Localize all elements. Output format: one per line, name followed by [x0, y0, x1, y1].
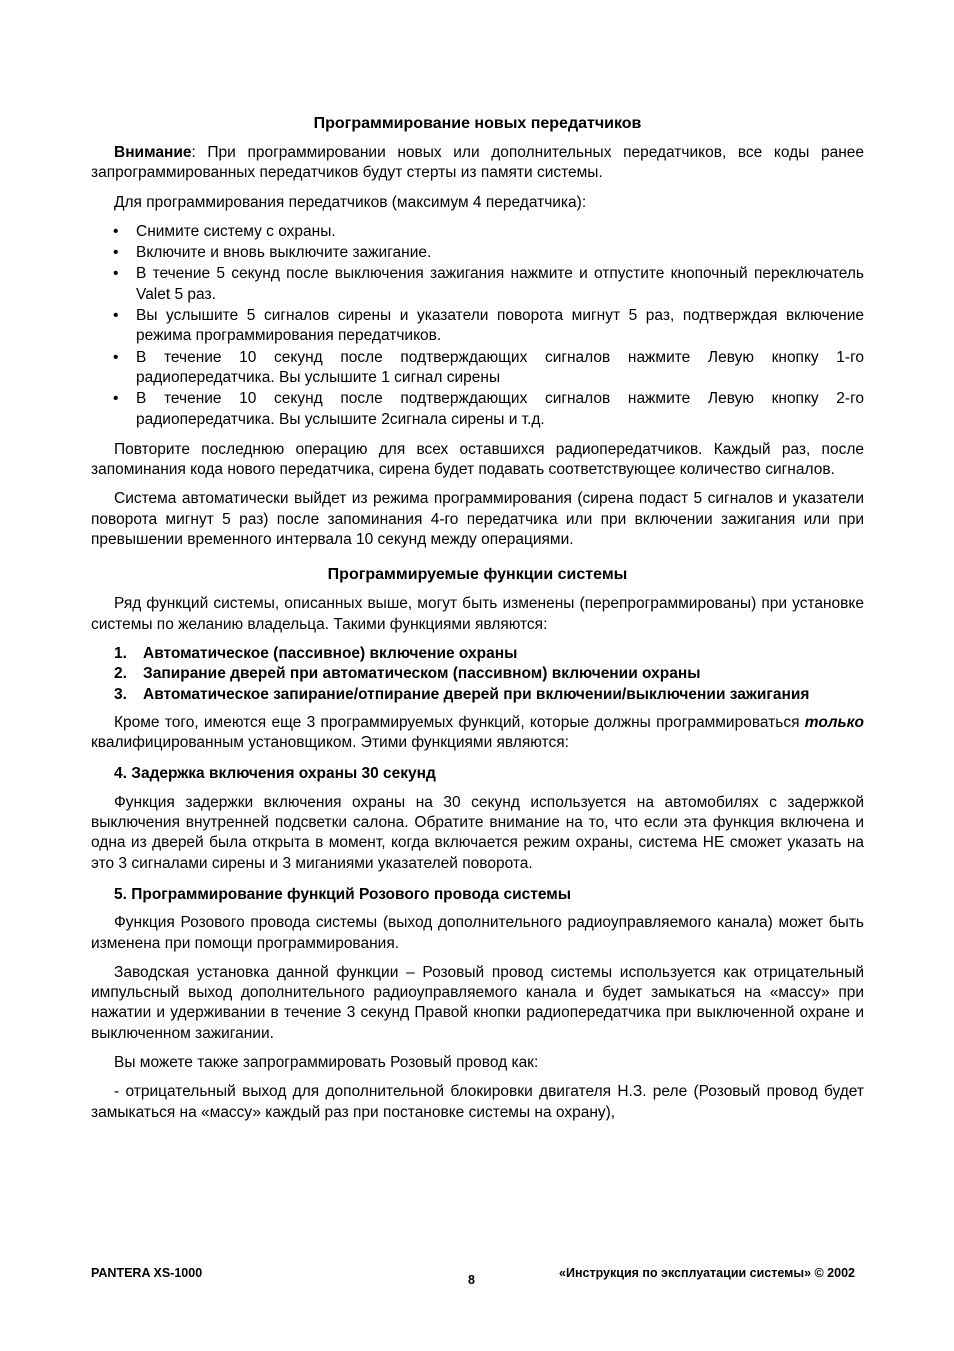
emphasis-only: только [804, 713, 864, 731]
function-5-text-2: Заводская установка данной функции – Розовый провод системы используется как отрицательный импульсный выход дополнительного радиоуправляемого канала и будет замыкаться на «массу» при нажатии и удерживании в течение 3 секунд Правой кнопки радиопередатчика при выключенной охране и выключенном зажигании. [91, 963, 864, 1042]
repeat-paragraph: Повторите последнюю операцию для всех оставшихся радиопередатчиков. Каждый раз, после запоминания кода нового передатчика, сирена будет подавать соответствующее количество сигналов. [91, 440, 864, 479]
warning-paragraph [91, 143, 864, 184]
function-4-title: 4. Задержка включения охраны 30 секунд [114, 765, 436, 783]
function-5-text-1: Функция Розового провода системы (выход дополнительного радиоуправляемого канала) может быть изменена при помощи программирования. [91, 914, 864, 952]
function-5-text-3: Вы можете также запрограммировать Розовый провод как: [114, 1053, 539, 1071]
page-number: 8 [468, 1273, 475, 1287]
bullet-icon: • [113, 244, 119, 262]
more-functions-paragraph: Кроме того, имеются еще 3 программируемых функций, которые должны программироваться только квалифицированным установщиком. Этими функциями являются: [91, 713, 864, 752]
footer-document: «Инструкция по эксплуатации системы» © 2002 [559, 1266, 855, 1280]
list-item: 1. Автоматическое (пассивное) включение охраны [114, 644, 518, 662]
footer-model: PANTERA XS-1000 [91, 1266, 203, 1280]
steps-list [91, 222, 864, 430]
list-item: • В течение 5 секунд после выключения зажигания нажмите и отпустите кнопочный переключатель Valet 5 раз. [113, 265, 864, 303]
bullet-icon: • [113, 222, 119, 240]
function-5-title: 5. Программирование функций Розового провода системы [114, 885, 571, 903]
function-4-text: Функция задержки включения охраны на 30 секунд используется на автомобилях с задержкой выключения внутренней подсветки салона. Обратите внимание на то, что если эта функция включена и одна из дверей была открыта в момент, когда включается режим охраны, система НЕ сможет указать на это 3 сигналами сирены и 3 миганиями указателей поворота. [91, 793, 864, 872]
list-item: • В течение 10 секунд после подтверждающих сигналов нажмите Левую кнопку 2-го радиопередатчика. Вы услышите 2сигнала сирены и т.д. [113, 390, 864, 428]
steps-intro: Для программирования передатчиков (максимум 4 передатчика): [114, 193, 587, 211]
warning-label: Внимание [114, 144, 192, 161]
bullet-icon: • [113, 390, 119, 408]
bullet-icon: • [113, 307, 119, 325]
bullet-icon: • [113, 265, 119, 283]
functions-intro: Ряд функций системы, описанных выше, могут быть изменены (перепрограммированы) при установке системы по желанию владельца. Такими функциями являются: [91, 595, 864, 633]
page-body [91, 113, 864, 1132]
list-item: 3. Автоматическое запирание/отпирание дверей при включении/выключении зажигания [114, 685, 810, 703]
bullet-icon: • [113, 348, 119, 366]
exit-paragraph: Система автоматически выйдет из режима программирования (сирена подаст 5 сигналов и указатели поворота мигнут 5 раз) после запоминания 4-го передатчика или при включении зажигания или при превышении временного интервала 10 секунд между операциями. [91, 490, 864, 549]
list-item: 2. Запирание дверей при автоматическом (пассивном) включении охраны [114, 665, 701, 683]
section-title-transmitters: Программирование новых передатчиков [313, 115, 642, 132]
list-item: • В течение 10 секунд после подтверждающих сигналов нажмите Левую кнопку 1-го радиопередатчика. Вы услышите 1 сигнал сирены [113, 348, 864, 386]
list-item: • Включите и вновь выключите зажигание. [91, 243, 864, 263]
functions-list [91, 644, 864, 705]
section-title-functions: Программируемые функции системы [327, 566, 628, 584]
function-5-text-4: - отрицательный выход для дополнительной блокировки двигателя Н.З. реле (Розовый провод будет замыкаться на «массу» каждый раз при постановке системы на охрану), [91, 1083, 864, 1121]
warning-text: : При программировании новых или дополнительных передатчиков, все коды ранее запрограммированных передатчиков будут стерты из памяти системы. [91, 144, 864, 182]
list-item: • Снимите систему с охраны. [91, 222, 864, 242]
list-item: • Вы услышите 5 сигналов сирены и указатели поворота мигнут 5 раз, подтверждая включение режима программирования передатчиков. [113, 307, 864, 345]
